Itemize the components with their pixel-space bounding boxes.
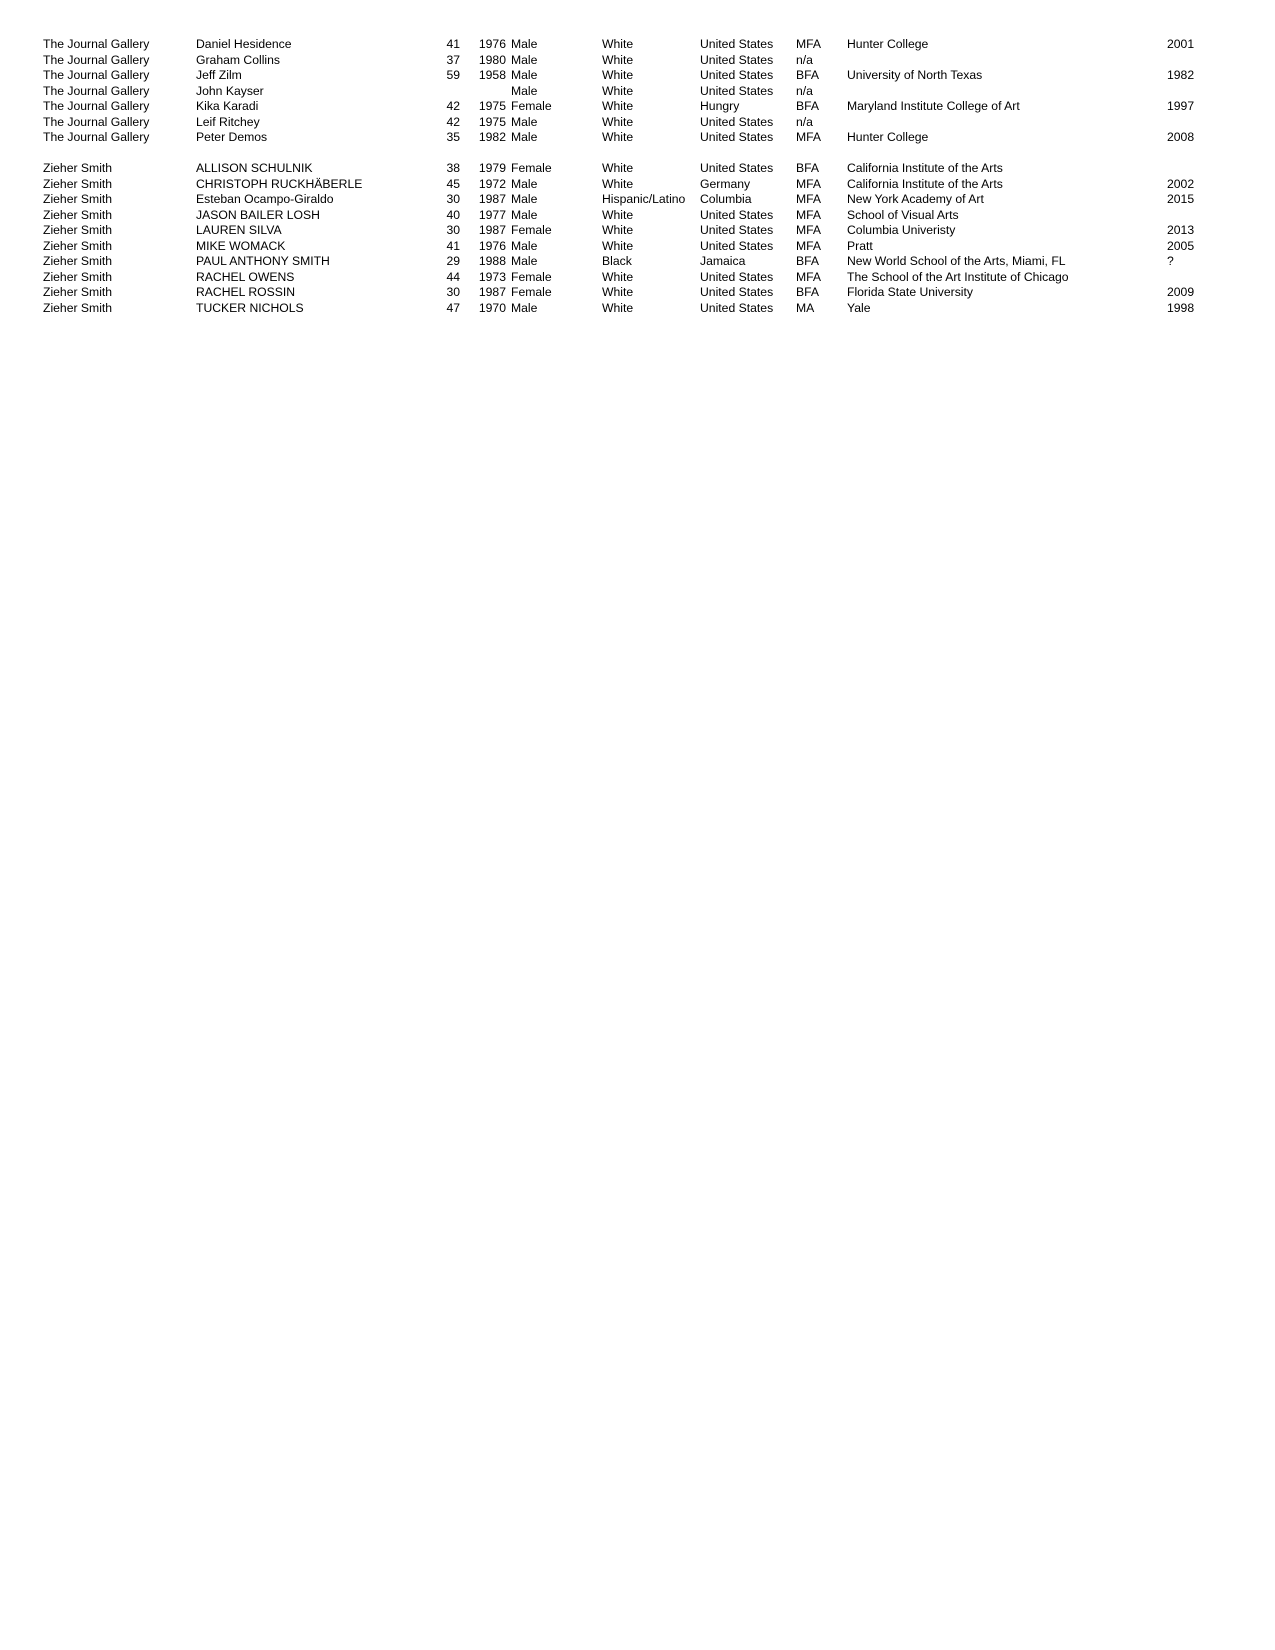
- school-cell: New York Academy of Art: [847, 192, 984, 206]
- table-row: [0, 239, 1275, 255]
- race-cell: White: [602, 114, 634, 129]
- table-row: [0, 115, 1275, 131]
- table-row: [0, 192, 1275, 208]
- school-cell: School of Visual Arts: [847, 207, 959, 222]
- age-cell: 59: [446, 68, 460, 82]
- table-row: [0, 84, 1275, 100]
- gallery-cell: Zieher Smith: [43, 161, 113, 175]
- country-cell: Germany: [700, 176, 751, 191]
- birth-year-cell: 1976: [478, 37, 506, 51]
- table-row: [0, 301, 1275, 317]
- school-cell: California Institute of the Arts: [847, 161, 1003, 175]
- race-cell: Hispanic/Latino: [602, 192, 686, 206]
- country-cell: United States: [700, 130, 774, 144]
- gallery-cell: The Journal Gallery: [43, 83, 150, 98]
- country-cell: United States: [700, 52, 774, 67]
- age-cell: 42: [446, 99, 460, 113]
- birth-year-cell: 1977: [478, 207, 506, 222]
- graduation-year-cell: 2008: [1167, 130, 1195, 144]
- degree-cell: MFA: [796, 176, 822, 191]
- race-cell: White: [602, 300, 634, 315]
- graduation-year-cell: 1997: [1167, 99, 1195, 113]
- graduation-year-cell: 2015: [1167, 192, 1195, 206]
- gallery-cell: The Journal Gallery: [43, 68, 150, 82]
- artist-name-cell: Esteban Ocampo-Giraldo: [196, 192, 334, 206]
- age-cell: 42: [446, 114, 460, 129]
- graduation-year-cell: 2013: [1167, 223, 1195, 237]
- artist-name-cell: LAUREN SILVA: [196, 223, 282, 237]
- age-cell: 44: [446, 269, 460, 284]
- race-cell: Black: [602, 254, 632, 268]
- table-row: [0, 37, 1275, 53]
- country-cell: United States: [700, 300, 774, 315]
- graduation-year-cell: 2001: [1167, 37, 1195, 51]
- artist-name-cell: PAUL ANTHONY SMITH: [196, 254, 330, 268]
- school-cell: The School of the Art Institute of Chicago: [847, 269, 1069, 284]
- gender-cell: Female: [511, 285, 552, 299]
- gallery-cell: Zieher Smith: [43, 300, 113, 315]
- race-cell: White: [602, 37, 634, 51]
- school-cell: Pratt: [847, 238, 873, 253]
- birth-year-cell: 1988: [478, 254, 506, 268]
- birth-year-cell: 1987: [478, 192, 506, 206]
- age-cell: 37: [446, 52, 460, 67]
- race-cell: White: [602, 285, 634, 299]
- age-cell: 41: [446, 37, 460, 51]
- gender-cell: Female: [511, 161, 552, 175]
- age-cell: 30: [446, 223, 460, 237]
- artist-name-cell: ALLISON SCHULNIK: [196, 161, 313, 175]
- degree-cell: MFA: [796, 37, 822, 51]
- degree-cell: BFA: [796, 68, 820, 82]
- artist-name-cell: JASON BAILER LOSH: [196, 207, 320, 222]
- gender-cell: Male: [511, 114, 538, 129]
- artist-name-cell: Leif Ritchey: [196, 114, 260, 129]
- artist-name-cell: MIKE WOMACK: [196, 238, 286, 253]
- table-row: [0, 99, 1275, 115]
- country-cell: United States: [700, 285, 774, 299]
- gallery-cell: Zieher Smith: [43, 192, 113, 206]
- gallery-cell: Zieher Smith: [43, 176, 113, 191]
- gender-cell: Male: [511, 300, 538, 315]
- school-cell: Yale: [847, 300, 871, 315]
- gender-cell: Male: [511, 68, 538, 82]
- race-cell: White: [602, 130, 634, 144]
- gender-cell: Female: [511, 269, 552, 284]
- artist-name-cell: Kika Karadi: [196, 99, 259, 113]
- degree-cell: n/a: [796, 114, 813, 129]
- table-row: [0, 270, 1275, 286]
- artist-name-cell: TUCKER NICHOLS: [196, 300, 304, 315]
- gender-cell: Male: [511, 52, 538, 67]
- degree-cell: BFA: [796, 285, 820, 299]
- graduation-year-cell: 1982: [1167, 68, 1195, 82]
- race-cell: White: [602, 161, 634, 175]
- gallery-cell: The Journal Gallery: [43, 114, 150, 129]
- country-cell: Jamaica: [700, 254, 746, 268]
- school-cell: University of North Texas: [847, 68, 983, 82]
- gender-cell: Male: [511, 238, 538, 253]
- school-cell: California Institute of the Arts: [847, 176, 1003, 191]
- artist-name-cell: CHRISTOPH RUCKHÄBERLE: [196, 176, 363, 191]
- gender-cell: Male: [511, 207, 538, 222]
- spreadsheet-page: [0, 37, 1275, 316]
- gallery-cell: The Journal Gallery: [43, 99, 150, 113]
- gallery-cell: The Journal Gallery: [43, 130, 150, 144]
- school-cell: Florida State University: [847, 285, 973, 299]
- country-cell: United States: [700, 207, 774, 222]
- race-cell: White: [602, 52, 634, 67]
- gender-cell: Male: [511, 192, 538, 206]
- gallery-cell: Zieher Smith: [43, 269, 113, 284]
- gallery-cell: Zieher Smith: [43, 223, 113, 237]
- race-cell: White: [602, 223, 634, 237]
- degree-cell: MFA: [796, 130, 822, 144]
- graduation-year-cell: 2002: [1167, 176, 1195, 191]
- birth-year-cell: 1980: [478, 52, 506, 67]
- artist-name-cell: Peter Demos: [196, 130, 268, 144]
- gender-cell: Male: [511, 254, 538, 268]
- artist-name-cell: Graham Collins: [196, 52, 280, 67]
- age-cell: 45: [446, 176, 460, 191]
- country-cell: Hungry: [700, 99, 740, 113]
- gender-cell: Female: [511, 223, 552, 237]
- race-cell: White: [602, 207, 634, 222]
- table-row: [0, 254, 1275, 270]
- school-cell: Hunter College: [847, 37, 929, 51]
- graduation-year-cell: 2009: [1167, 285, 1195, 299]
- school-cell: Hunter College: [847, 130, 929, 144]
- gender-cell: Male: [511, 176, 538, 191]
- country-cell: United States: [700, 223, 774, 237]
- artist-name-cell: Jeff Zilm: [196, 68, 242, 82]
- school-cell: New World School of the Arts, Miami, FL: [847, 254, 1066, 268]
- table-row: [0, 161, 1275, 177]
- country-cell: United States: [700, 238, 774, 253]
- country-cell: United States: [700, 68, 774, 82]
- gallery-cell: The Journal Gallery: [43, 37, 150, 51]
- country-cell: Columbia: [700, 192, 752, 206]
- birth-year-cell: 1976: [478, 238, 506, 253]
- degree-cell: n/a: [796, 52, 813, 67]
- age-cell: 35: [446, 130, 460, 144]
- birth-year-cell: 1970: [478, 300, 506, 315]
- gender-cell: Male: [511, 83, 538, 98]
- birth-year-cell: 1975: [478, 114, 506, 129]
- degree-cell: n/a: [796, 83, 813, 98]
- artist-name-cell: RACHEL OWENS: [196, 269, 295, 284]
- country-cell: United States: [700, 114, 774, 129]
- birth-year-cell: 1987: [478, 223, 506, 237]
- gallery-cell: Zieher Smith: [43, 285, 113, 299]
- artist-name-cell: John Kayser: [196, 83, 264, 98]
- birth-year-cell: 1972: [478, 176, 506, 191]
- age-cell: 47: [446, 300, 460, 315]
- degree-cell: MFA: [796, 223, 822, 237]
- age-cell: 30: [446, 192, 460, 206]
- birth-year-cell: 1973: [478, 269, 506, 284]
- degree-cell: MA: [796, 300, 815, 315]
- age-cell: 38: [446, 161, 460, 175]
- degree-cell: BFA: [796, 161, 820, 175]
- table-row: [0, 223, 1275, 239]
- table-row: [0, 285, 1275, 301]
- graduation-year-cell: ?: [1167, 254, 1174, 268]
- degree-cell: MFA: [796, 192, 822, 206]
- age-cell: 40: [446, 207, 460, 222]
- country-cell: United States: [700, 269, 774, 284]
- gallery-cell: Zieher Smith: [43, 207, 113, 222]
- race-cell: White: [602, 269, 634, 284]
- age-cell: 30: [446, 285, 460, 299]
- degree-cell: BFA: [796, 254, 820, 268]
- degree-cell: MFA: [796, 238, 822, 253]
- age-cell: 29: [446, 254, 460, 268]
- gender-cell: Male: [511, 130, 538, 144]
- birth-year-cell: 1958: [478, 68, 506, 82]
- country-cell: United States: [700, 161, 774, 175]
- birth-year-cell: 1982: [478, 130, 506, 144]
- race-cell: White: [602, 176, 634, 191]
- gallery-cell: Zieher Smith: [43, 238, 113, 253]
- table-row: [0, 208, 1275, 224]
- school-cell: Maryland Institute College of Art: [847, 99, 1020, 113]
- birth-year-cell: 1975: [478, 99, 506, 113]
- graduation-year-cell: 1998: [1167, 300, 1195, 315]
- table-row: [0, 53, 1275, 69]
- school-cell: Columbia Univeristy: [847, 223, 956, 237]
- table-row: [0, 68, 1275, 84]
- country-cell: United States: [700, 83, 774, 98]
- table-row: [0, 130, 1275, 146]
- gender-cell: Male: [511, 37, 538, 51]
- race-cell: White: [602, 238, 634, 253]
- degree-cell: BFA: [796, 99, 820, 113]
- degree-cell: MFA: [796, 207, 822, 222]
- birth-year-cell: 1979: [478, 161, 506, 175]
- degree-cell: MFA: [796, 269, 822, 284]
- artist-name-cell: RACHEL ROSSIN: [196, 285, 296, 299]
- gallery-cell: Zieher Smith: [43, 254, 113, 268]
- table-row: [0, 177, 1275, 193]
- artist-name-cell: Daniel Hesidence: [196, 37, 292, 51]
- graduation-year-cell: 2005: [1167, 238, 1195, 253]
- gallery-cell: The Journal Gallery: [43, 52, 150, 67]
- race-cell: White: [602, 99, 634, 113]
- age-cell: 41: [446, 238, 460, 253]
- gender-cell: Female: [511, 99, 552, 113]
- race-cell: White: [602, 83, 634, 98]
- country-cell: United States: [700, 37, 774, 51]
- race-cell: White: [602, 68, 634, 82]
- birth-year-cell: 1987: [478, 285, 506, 299]
